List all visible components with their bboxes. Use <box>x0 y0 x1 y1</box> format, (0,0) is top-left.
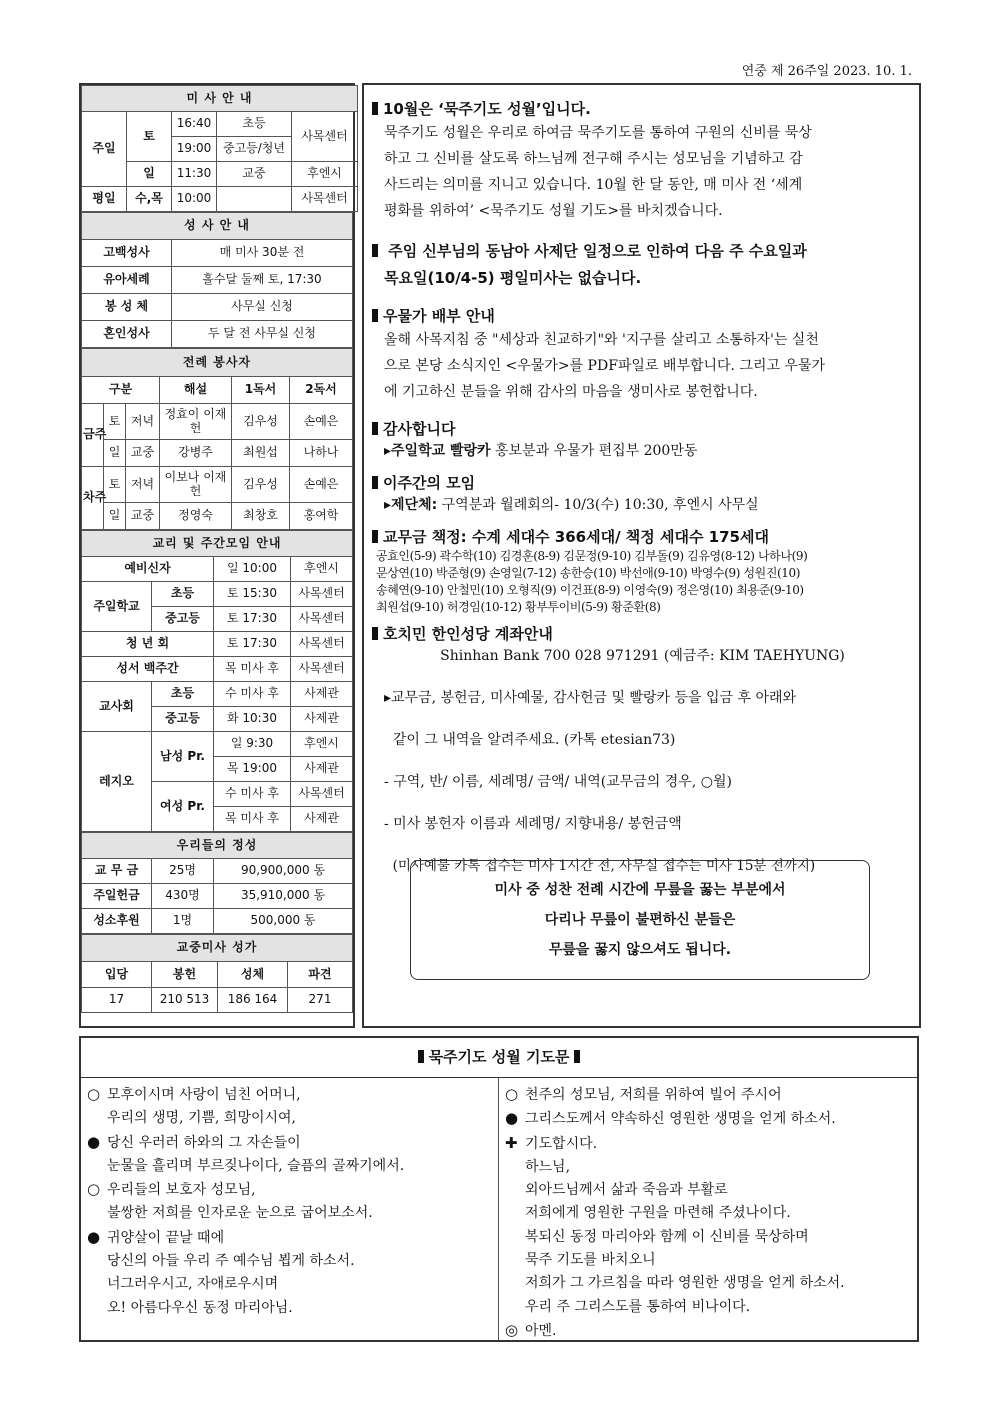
cross-icon: ✚ <box>505 1133 518 1152</box>
bullet-square-icon <box>418 1050 424 1063</box>
prayer-left-column: ○ 모후이시며 사랑이 넘친 어머니, 우리의 생명, 기쁨, 희망이시여, ● 당신 우러러 하와의 그 자손들이 눈물을 흘리며 부르짖나이다, 슬픔의 골짜기에서. ○ 우리들의 보호자 성모님, 불쌍한 저희를 인자로운 눈으로 굽어보소서. ● 귀양살이 끝날 때에 당신의 아들 우리 주 예수님 뵙게 하소서. 너그러우시고, 자애로우시며 오! 아름다우신 동정 마리아님. <box>81 1078 499 1340</box>
bullet-square-icon <box>372 102 378 115</box>
bullet-square-icon <box>372 244 378 257</box>
prayer-right-column: ○ 천주의 성모님, 저희를 위하여 빌어 주시어 ● 그리스도께서 약속하신 영원한 생명을 얻게 하소서. ✚ 기도합시다. 하느님, 외아드님께서 삶과 죽음과 부활로 저희에게 영원한 구원을 마련해 주셨나이다. 복되신 동정 마리아와 함께 이 신비를 묵상하며 묵주 기도를 바치오니 저희가 그 가르침을 따라 영원한 생명을 얻게 하소서. 우리 주 그리스도를 통하여 비나이다. ◎ 아멘. <box>505 1085 845 1339</box>
liturgy-ministers-table: 전례 봉사자 구분 해설 1독서 2독서 금주 토 저녁 정효이 이재헌 김우성 손예은 일 교중 강병주 최원섭 나하나 차주 토 저녁 이보나 이재헌 김우성 손예은 일 교중 정영숙 최창호 홍여학 <box>81 348 353 530</box>
bullet-square-icon <box>372 627 378 640</box>
liturgy-header: 전례 봉사자 <box>82 349 353 377</box>
kneeling-notice-box: 미사 중 성찬 전례 시간에 무릎을 꿇는 부분에서 다리나 무릎이 불편하신 분들은 무릎을 꿇지 않으셔도 됩니다. <box>410 860 870 980</box>
sacrament-header: 성 사 안 내 <box>82 213 353 240</box>
bullet-square-icon <box>372 476 378 489</box>
bullet-square-icon <box>372 530 378 543</box>
mass-header: 미 사 안 내 <box>82 86 358 112</box>
hymns-header: 교중미사 성가 <box>82 935 353 962</box>
prayer-title: 묵주기도 성월 기도문 <box>428 1048 570 1066</box>
offering-table: 우리들의 정성 교 무 금 25명 90,900,000 동 주일헌금 430명 35,910,000 동 성소후원 1명 500,000 동 <box>81 832 353 934</box>
meetings-header: 교리 및 주간모임 안내 <box>82 531 353 557</box>
bullet-square-icon <box>574 1050 580 1063</box>
meetings-table: 교리 및 주간모임 안내 예비신자 일 10:00 후엔시 주일학교 초등 토 15:30 사목센터 중고등 토 17:30 사목센터 청 년 회 토 17:30 사목센터 성서 백주간 목 미사 후 사목센터 교사회 초등 수 미사 후 사제관 중고등 화 10:30 사제관 레지오 남성 Pr. 일 9:30 후엔시 목 19:00 사제관 여성 Pr. 수 미사 후 사목센터 목 미사 후 사제관 <box>81 530 353 832</box>
tithe-notice: 교무금 책정: 수계 세대수 366세대/ 책정 세대수 175세대 공효인(5-9) 곽수학(10) 김경훈(8-9) 김문정(9-10) 김부돌(9) 김유영(8-12) 나하나(9) 문상연(10) 박준형(9) 손영일(7-12) 송한승(10) 박선애(9-10) 박영수(9) 성원진(10) 송혜연(9-10) 안철민(10) 오형직(9) 이건표(8-9) 이영숙(9) 정은영(10) 최용준(9-10) 최원섭(9-10) 허경임(10-12) 황부투이비(5-9) 황준환(8) <box>372 527 913 616</box>
no-weekday-mass-notice: 주임 신부님의 동남아 사제단 일정으로 인하여 다음 주 수요일과 목요일(10/4-5) 평일미사는 없습니다. <box>372 238 913 292</box>
rosary-month-notice: 10월은 ‘묵주기도 성월’입니다. 묵주기도 성월은 우리로 하여금 묵주기도를 통하여 구원의 신비를 묵상 하고 그 신비를 살도록 하느님께 전구해 주시는 성모님을 기념하고 감 사드리는 의미를 지니고 있습니다. 10월 한 달 동안, 매 미사 전 ‘세계 평화를 위하여’ <묵주기도 성월 기도>를 바치겠습니다. <box>372 99 913 224</box>
bank-account: Shinhan Bank 700 028 971291 (예금주: KIM TAEHYUNG) <box>440 648 845 664</box>
meetings-notice: 이주간의 모임 ▸제단체: 구역분과 월례회의- 10/3(수) 10:30, 후엔시 사무실 <box>372 473 913 517</box>
schedule-panel <box>79 83 355 1028</box>
offering-header: 우리들의 정성 <box>82 833 353 859</box>
hymns-table: 교중미사 성가 입당 봉헌 성체 파견 17 210 513 186 164 271 <box>81 934 353 1013</box>
rosary-prayer-panel <box>79 1036 919 1342</box>
mass-schedule-table: 미 사 안 내 주일 토 16:40 초등 사목센터 19:00 중고등/청년 일 11:30 교중 후엔시 평일 수,목 10:00 사목센터 <box>81 85 358 212</box>
sacrament-table: 성 사 안 내 고백성사 매 미사 30분 전 유아세례 홀수달 둘째 토, 17:30 봉 성 체 사무실 신청 혼인성사 두 달 전 사무실 신청 <box>81 212 353 348</box>
thanks-notice: 감사합니다 ▸주일학교 빨랑카 홍보분과 우물가 편집부 200만동 <box>372 419 913 463</box>
bank-account-notice: 호치민 한인성당 계좌안내 Shinhan Bank 700 028 971291 (예금주: KIM TAEHYUNG) ▸교무금, 봉헌금, 미사예물, 감사헌금 및 빨랑카 등을 입금 후 아래와 같이 그 내역을 알려주세요. (카톡 etesian73) - 구역, 반/ 이름, 세례명/ 금액/ 내역(교무금의 경우, ○월) - 미사 봉헌자 이름과 세례명/ 지향내용/ 봉헌금액 (미사예물 카톡 접수는 미사 1시간 전, 사무실 접수는 미사 15분 전까지) <box>372 624 913 898</box>
bullet-square-icon <box>372 309 378 322</box>
issue-date: 연중 제 26주일 2023. 10. 1. <box>741 64 912 79</box>
bullet-square-icon <box>372 422 378 435</box>
newsletter-notice: 우물가 배부 안내 올해 사목지침 중 "세상과 친교하기"와 '지구를 살리고 소통하자'는 실천 으로 본당 소식지인 <우물가>를 PDF파일로 배부합니다. 그리고 우물가 에 기고하신 분들을 위해 감사의 마음을 생미사로 봉헌합니다. <box>372 306 913 405</box>
